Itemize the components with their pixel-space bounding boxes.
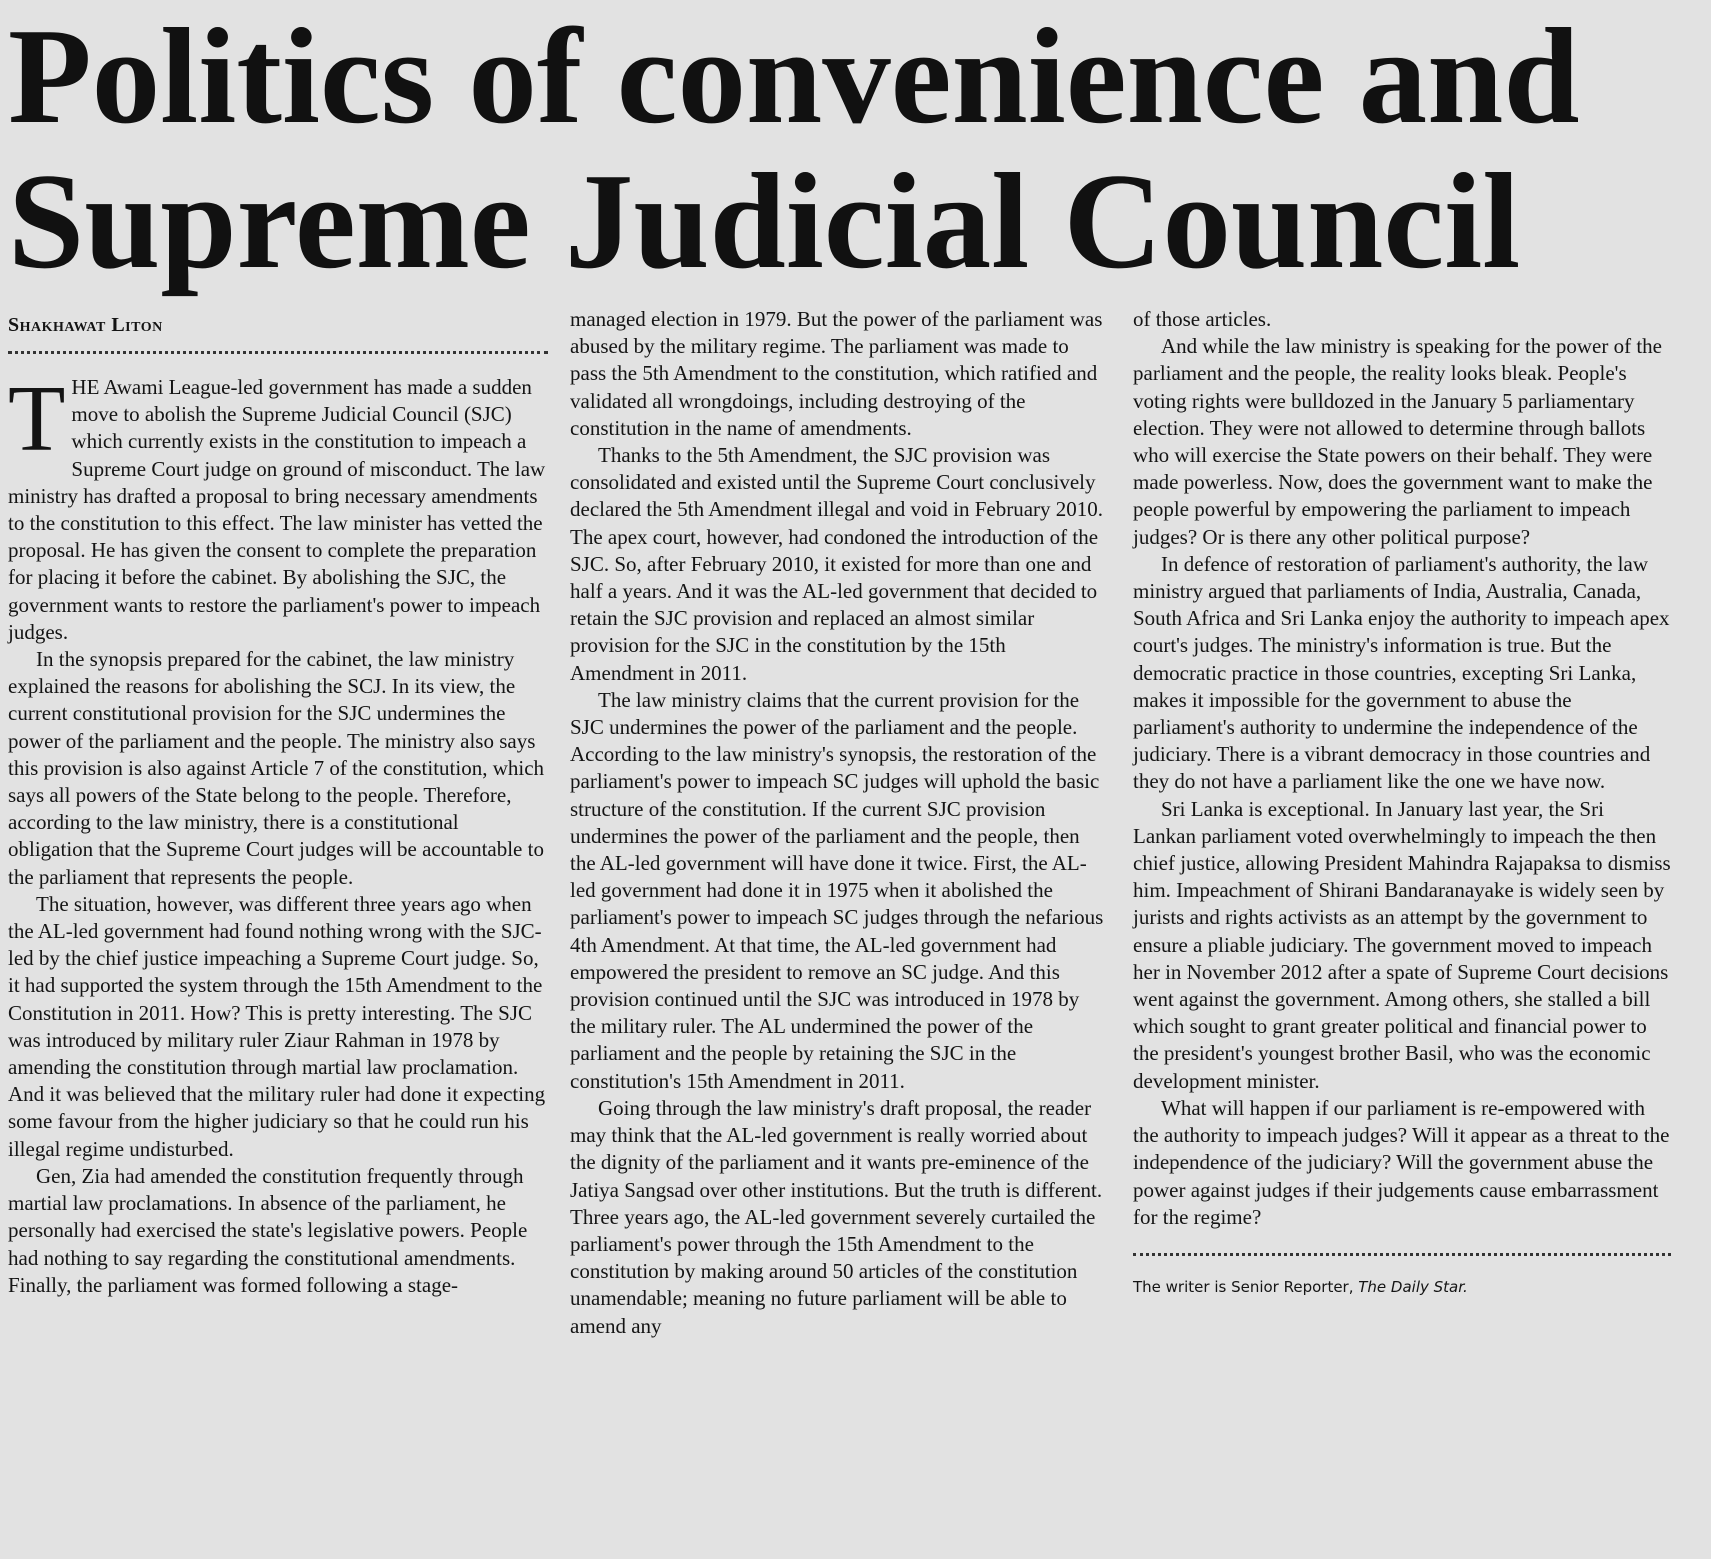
paragraph-6: The law ministry claims that the current provision for the SJC undermines the power of the parliament and the people. According to the law ministry's synopsis, the restoration of the parliament's power to impeach SC judges will uphold the basic structure of the constitution. If the current SJC provision undermines the power of the parliament and the people, then the AL-led government will have done it twice. First, the AL-led government had done it in 1975 when it abolished the parliament's power to impeach SC judges through the nefarious 4th Amendment. At that time, the AL-led government had empowered the president to remove an SC judge. And this provision continued until the SJC was introduced in 1978 by the military ruler. The AL undermined the power of the parliament and the people by retaining the SJC in the constitution's 15th Amendment in 2011.: [570, 687, 1104, 1093]
paragraph-9: In defence of restoration of parliament's authority, the law ministry argued that parliaments of India, Australia, Canada, South Africa and Sri Lanka enjoy the authority to impeach apex court's judges. The ministry's information is true. But the democratic practice in those countries, excepting Sri Lanka, makes it impossible for the government to abuse the parliament's authority to undermine the independence of the judiciary. There is a vibrant democracy in those countries and they do not have a parliament like the one we have now.: [1133, 551, 1670, 794]
drop-cap: T: [8, 367, 66, 471]
author-credit: The writer is Senior Reporter, The Daily Star.: [1133, 1277, 1468, 1296]
paragraph-8: And while the law ministry is speaking for the power of the parliament and the people, the reality looks bleak. People's voting rights were bulldozed in the January 5 parliamentary election. They were not allowed to determine through ballots who will exercise the State powers on their behalf. They were made powerless. Now, does the government want to make the people powerful by empowering the parliament to impeach judges? Or is there any other political purpose?: [1133, 334, 1662, 549]
column-2: [570, 306, 1110, 1340]
publication-name: The Daily Star.: [1358, 1277, 1468, 1296]
column-1: [8, 306, 548, 1299]
paragraph-10: Sri Lanka is exceptional. In January last year, the Sri Lankan parliament voted overwhelmingly to impeach the then chief justice, allowing President Mahindra Rajapaksa to dismiss him. Impeachment of Shirani Bandaranayake is widely seen by jurists and rights activists as an attempt by the government to ensure a pliable judiciary. The government moved to impeach her in November 2012 after a spate of Supreme Court decisions went against the government. Among others, she stalled a bill which sought to grant greater political and financial power to the president's youngest brother Basil, who was the economic development minister.: [1133, 796, 1671, 1093]
headline: [8, 0, 1698, 297]
paragraph-7-continued: of those articles.: [1133, 307, 1272, 331]
column-3: [1133, 306, 1671, 1301]
paragraph-2: In the synopsis prepared for the cabinet, the law ministry explained the reasons for abolishing the SCJ. In its view, the current constitutional provision for the SJC undermines the power of the parliament and the people. The ministry also says this provision is also against Article 7 of the constitution, which says all powers of the State belong to the people. Therefore, according to the law ministry, there is a constitutional obligation that the Supreme Court judges will be accountable to the parliament that represents the people.: [8, 647, 545, 889]
headline-line-1: Politics of convenience and: [8, 0, 1580, 152]
endnote-divider: [1133, 1253, 1671, 1256]
paragraph-5: Thanks to the 5th Amendment, the SJC provision was consolidated and existed until the Supreme Court conclusively declared the 5th Amendment illegal and void in February 2010. The apex court, however, had condoned the introduction of the SJC. So, after February 2010, it existed for more than one and half a years. And it was the AL-led government that decided to retain the SJC provision and replaced an almost similar provision for the SJC in the constitution by the 15th Amendment in 2011.: [570, 443, 1104, 685]
paragraph-4-continued: managed election in 1979. But the power of the parliament was abused by the military regime. The parliament was made to pass the 5th Amendment to the constitution, which ratified and validated all wrongdoings, including destroying of the constitution in the name of amendments.: [570, 307, 1103, 440]
byline-divider: [8, 351, 548, 354]
paragraph-1: THE Awami League-led government has made a sudden move to abolish the Supreme Judicial Council (SJC) which currently exists in the constitution to impeach a Supreme Court judge on ground of misconduct. The law ministry has drafted a proposal to bring necessary amendments to the constitution to this effect. The law minister has vetted the proposal. He has given the consent to complete the preparation for placing it before the cabinet. By abolishing the SJC, the government wants to restore the parliament's power to impeach judges.: [8, 367, 546, 644]
paragraph-11: What will happen if our parliament is re-empowered with the authority to impeach judges? Will it appear as a threat to the independence of the judiciary? Will the government abuse the power against judges if their judgements cause embarrassment for the regime?: [1133, 1095, 1670, 1229]
headline-line-2: Supreme Judicial Council: [8, 145, 1521, 297]
paragraph-7: Going through the law ministry's draft proposal, the reader may think that the AL-led government is really worried about the dignity of the parliament and it wants pre-eminence of the Jatiya Sangsad over other institutions. But the truth is different. Three years ago, the AL-led government severely curtailed the parliament's power through the 15th Amendment to the constitution by making around 50 articles of the constitution unamendable; meaning no future parliament will be able to amend any: [570, 1095, 1103, 1338]
byline: Shakhawat Liton: [8, 314, 163, 336]
paragraph-4: Gen, Zia had amended the constitution frequently through martial law proclamations. In absence of the parliament, he personally had exercised the state's legislative powers. People had nothing to say regarding the constitutional amendments. Finally, the parliament was formed following a stage-: [8, 1163, 528, 1297]
paragraph-3: The situation, however, was different three years ago when the AL-led government had found nothing wrong with the SJC-led by the chief justice impeaching a Supreme Court judge. So, it had supported the system through the 15th Amendment to the Constitution in 2011. How? This is pretty interesting. The SJC was introduced by military ruler Ziaur Rahman in 1978 by amending the constitution through martial law proclamation. And it was believed that the military ruler had done it expecting some favour from the higher judiciary so that he could run his illegal regime undisturbed.: [8, 891, 546, 1161]
